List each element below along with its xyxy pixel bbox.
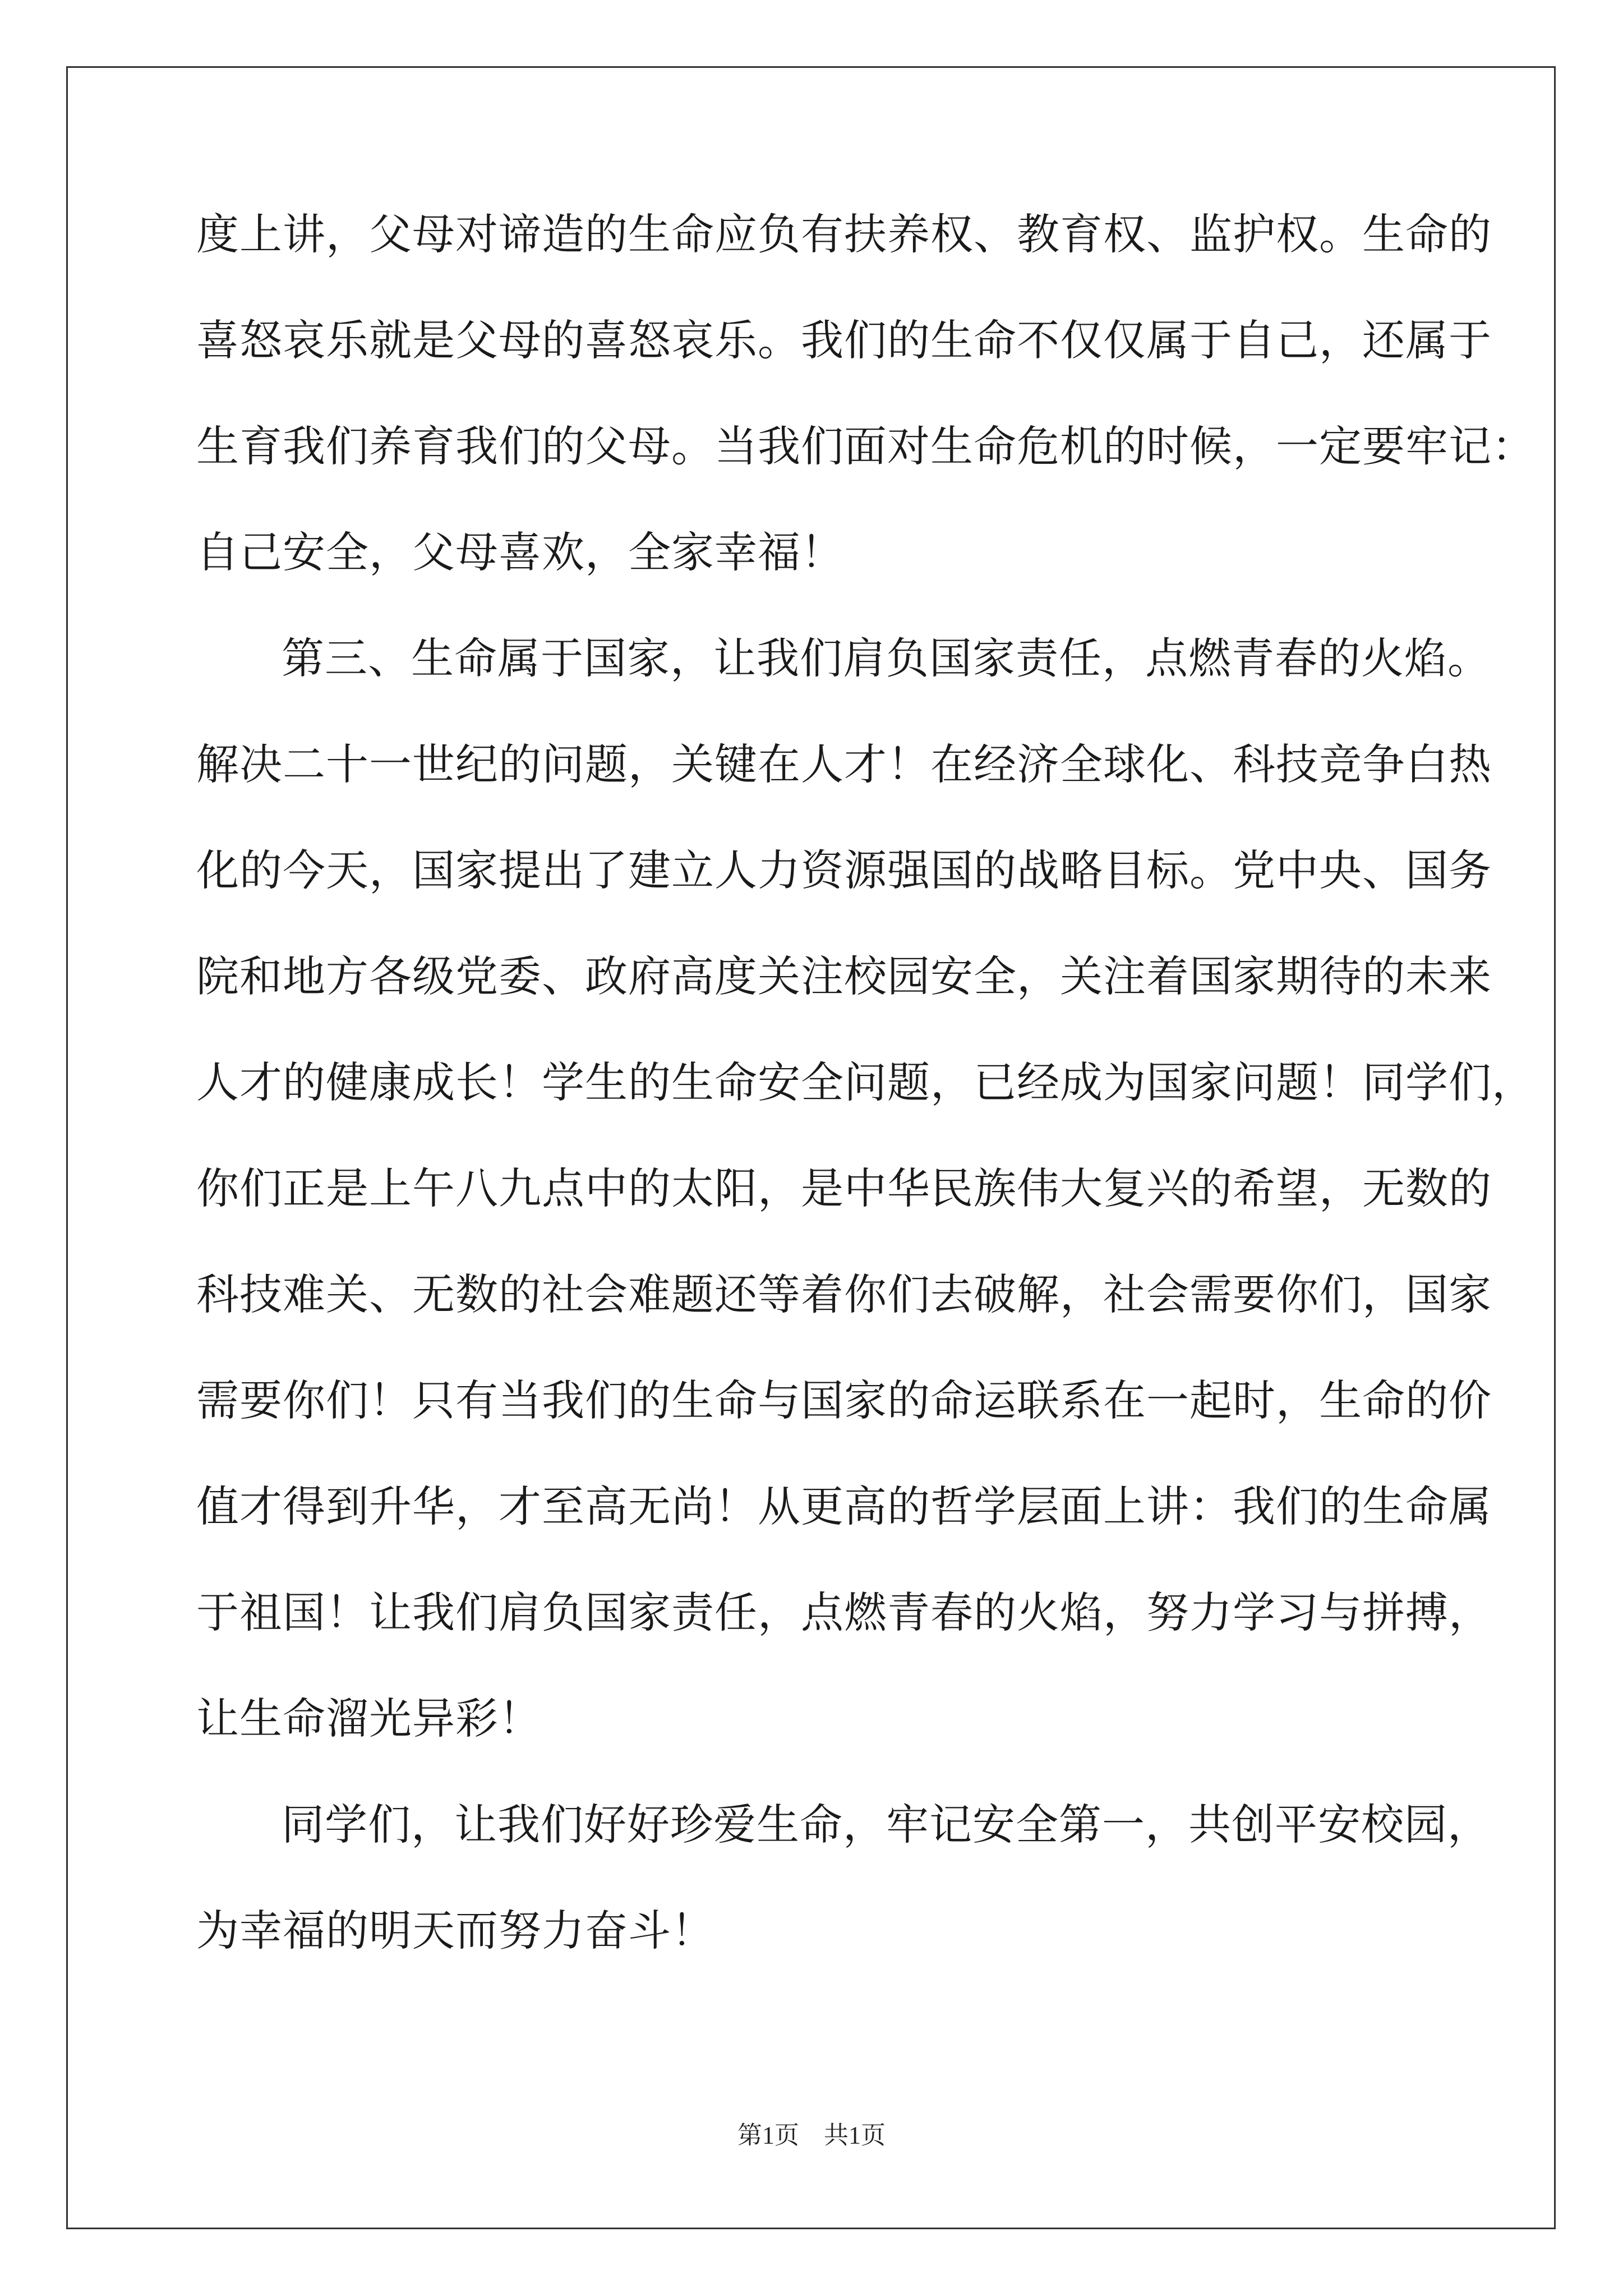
text-line-paragraph-start: 同学们，让我们好好珍爱生命，牢记安全第一，共创平安校园， [282, 1800, 1491, 1849]
page-number-footer: 第1页 共1页 [737, 2122, 886, 2149]
document-body [196, 209, 1535, 2016]
text-line: 值才得到升华，才至高无尚！从更高的哲学层面上讲：我们的生命属 [196, 1481, 1492, 1531]
text-line: 化的今天，国家提出了建立人力资源强国的战略目标。党中央、国务 [196, 845, 1492, 895]
text-line: 科技难关、无数的社会难题还等着你们去破解，社会需要你们，国家 [196, 1269, 1492, 1319]
text-line-paragraph-start: 第三、生命属于国家，让我们肩负国家责任，点燃青春的火焰。 [282, 633, 1491, 683]
text-line: 让生命溜光异彩！ [196, 1694, 542, 1743]
text-line: 院和地方各级党委、政府高度关注校园安全，关注着国家期待的未来 [196, 951, 1492, 1001]
text-line: 于祖国！让我们肩负国家责任，点燃青春的火焰，努力学习与拼搏， [196, 1588, 1492, 1637]
text-line: 人才的健康成长！学生的生命安全问题，已经成为国家问题！同学们， [196, 1057, 1535, 1107]
text-line: 需要你们！只有当我们的生命与国家的命运联系在一起时，生命的价 [196, 1375, 1492, 1425]
text-line: 自己安全，父母喜欢，全家幸福！ [196, 527, 844, 577]
text-line: 你们正是上午八九点中的太阳，是中华民族伟大复兴的希望，无数的 [196, 1163, 1492, 1213]
text-line: 度上讲，父母对谛造的生命应负有扶养权、教育权、监护权。生命的 [196, 209, 1492, 259]
text-line: 喜怒哀乐就是父母的喜怒哀乐。我们的生命不仅仅属于自己，还属于 [196, 315, 1492, 365]
text-line: 为幸福的明天而努力奋斗！ [196, 1906, 714, 1955]
text-line: 解决二十一世纪的问题，关键在人才！在经济全球化、科技竞争白热 [196, 739, 1492, 789]
text-line: 生育我们养育我们的父母。当我们面对生命危机的时候，一定要牢记： [196, 421, 1535, 471]
